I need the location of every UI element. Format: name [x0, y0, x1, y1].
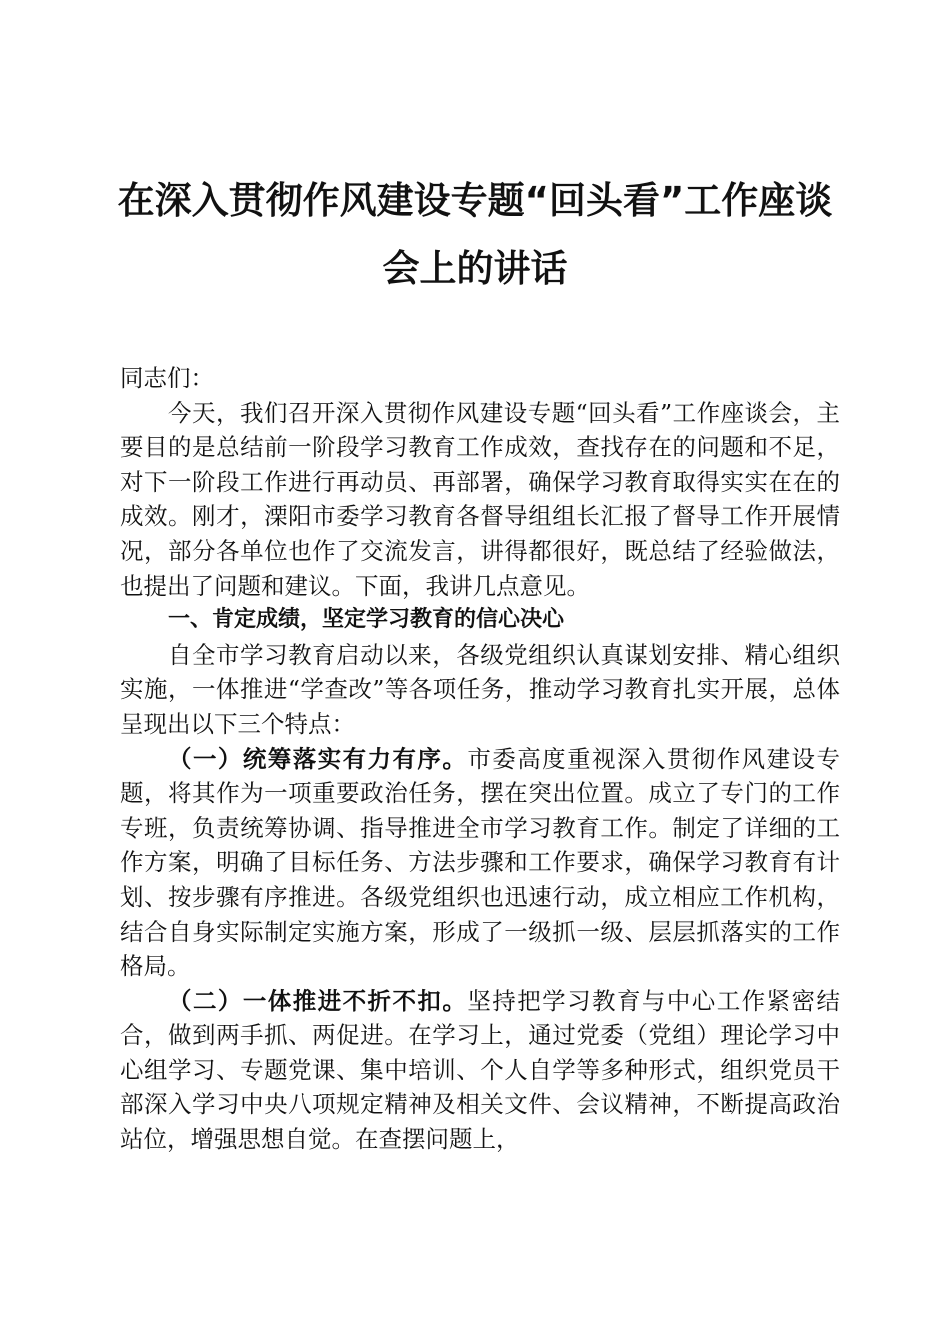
paragraph-intro: 今天，我们召开深入贯彻作风建设专题“回头看”工作座谈会，主要目的是总结前一阶段学习教育工作成效，查找存在的问题和不足，对下一阶段工作进行再动员、再部署，确保学习教育取得实实在在的成效。刚才，溧阳市委学习教育各督导组组长汇报了督导工作开展情况，部分各单位也作了交流发言，讲得都很好，既总结了经验做法，也提出了问题和建议。下面，我讲几点意见。 [120, 398, 840, 600]
paragraph-overview: 自全市学习教育启动以来，各级党组织认真谋划安排、精心组织实施，一体推进“学查改”等各项任务，推动学习教育扎实开展，总体呈现出以下三个特点： [120, 640, 840, 738]
point-2-text: 坚持把学习教育与中心工作紧密结合，做到两手抓、两促进。在学习上，通过党委（党组）理论学习中心组学习、专题党课、集中培训、个人自学等多种形式，组织党员干部深入学习中央八项规定精神及相关文件、会议精神，不断提高政治站位，增强思想自觉。在查摆问题上， [120, 986, 841, 1154]
point-2-lead: （二）一体推进不折不扣。 [168, 986, 468, 1015]
document-title-line-1: 在深入贯彻作风建设专题“回头看”工作座谈 [117, 179, 833, 222]
section-heading-1: 一、肯定成绩，坚定学习教育的信心决心 [168, 607, 565, 633]
salutation: 同志们： [120, 364, 214, 392]
document-body [120, 361, 840, 1157]
paragraph-point-1 [120, 742, 840, 984]
document-title-line-2: 会上的讲话 [382, 247, 568, 290]
point-1-text: 市委高度重视深入贯彻作风建设专题，将其作为一项重要政治任务，摆在突出位置。成立了专门的工作专班，负责统筹协调、指导推进全市学习教育工作。制定了详细的工作方案，明确了目标任务、方法步骤和工作要求，确保学习教育有计划、按步骤有序推进。各级党组织也迅速行动，成立相应工作机构，结合自身实际制定实施方案，形成了一级抓一级、层层抓落实的工作格局。 [120, 744, 841, 981]
paragraph-point-2 [120, 984, 840, 1157]
point-1-lead: （一）统筹落实有力有序。 [168, 744, 468, 773]
